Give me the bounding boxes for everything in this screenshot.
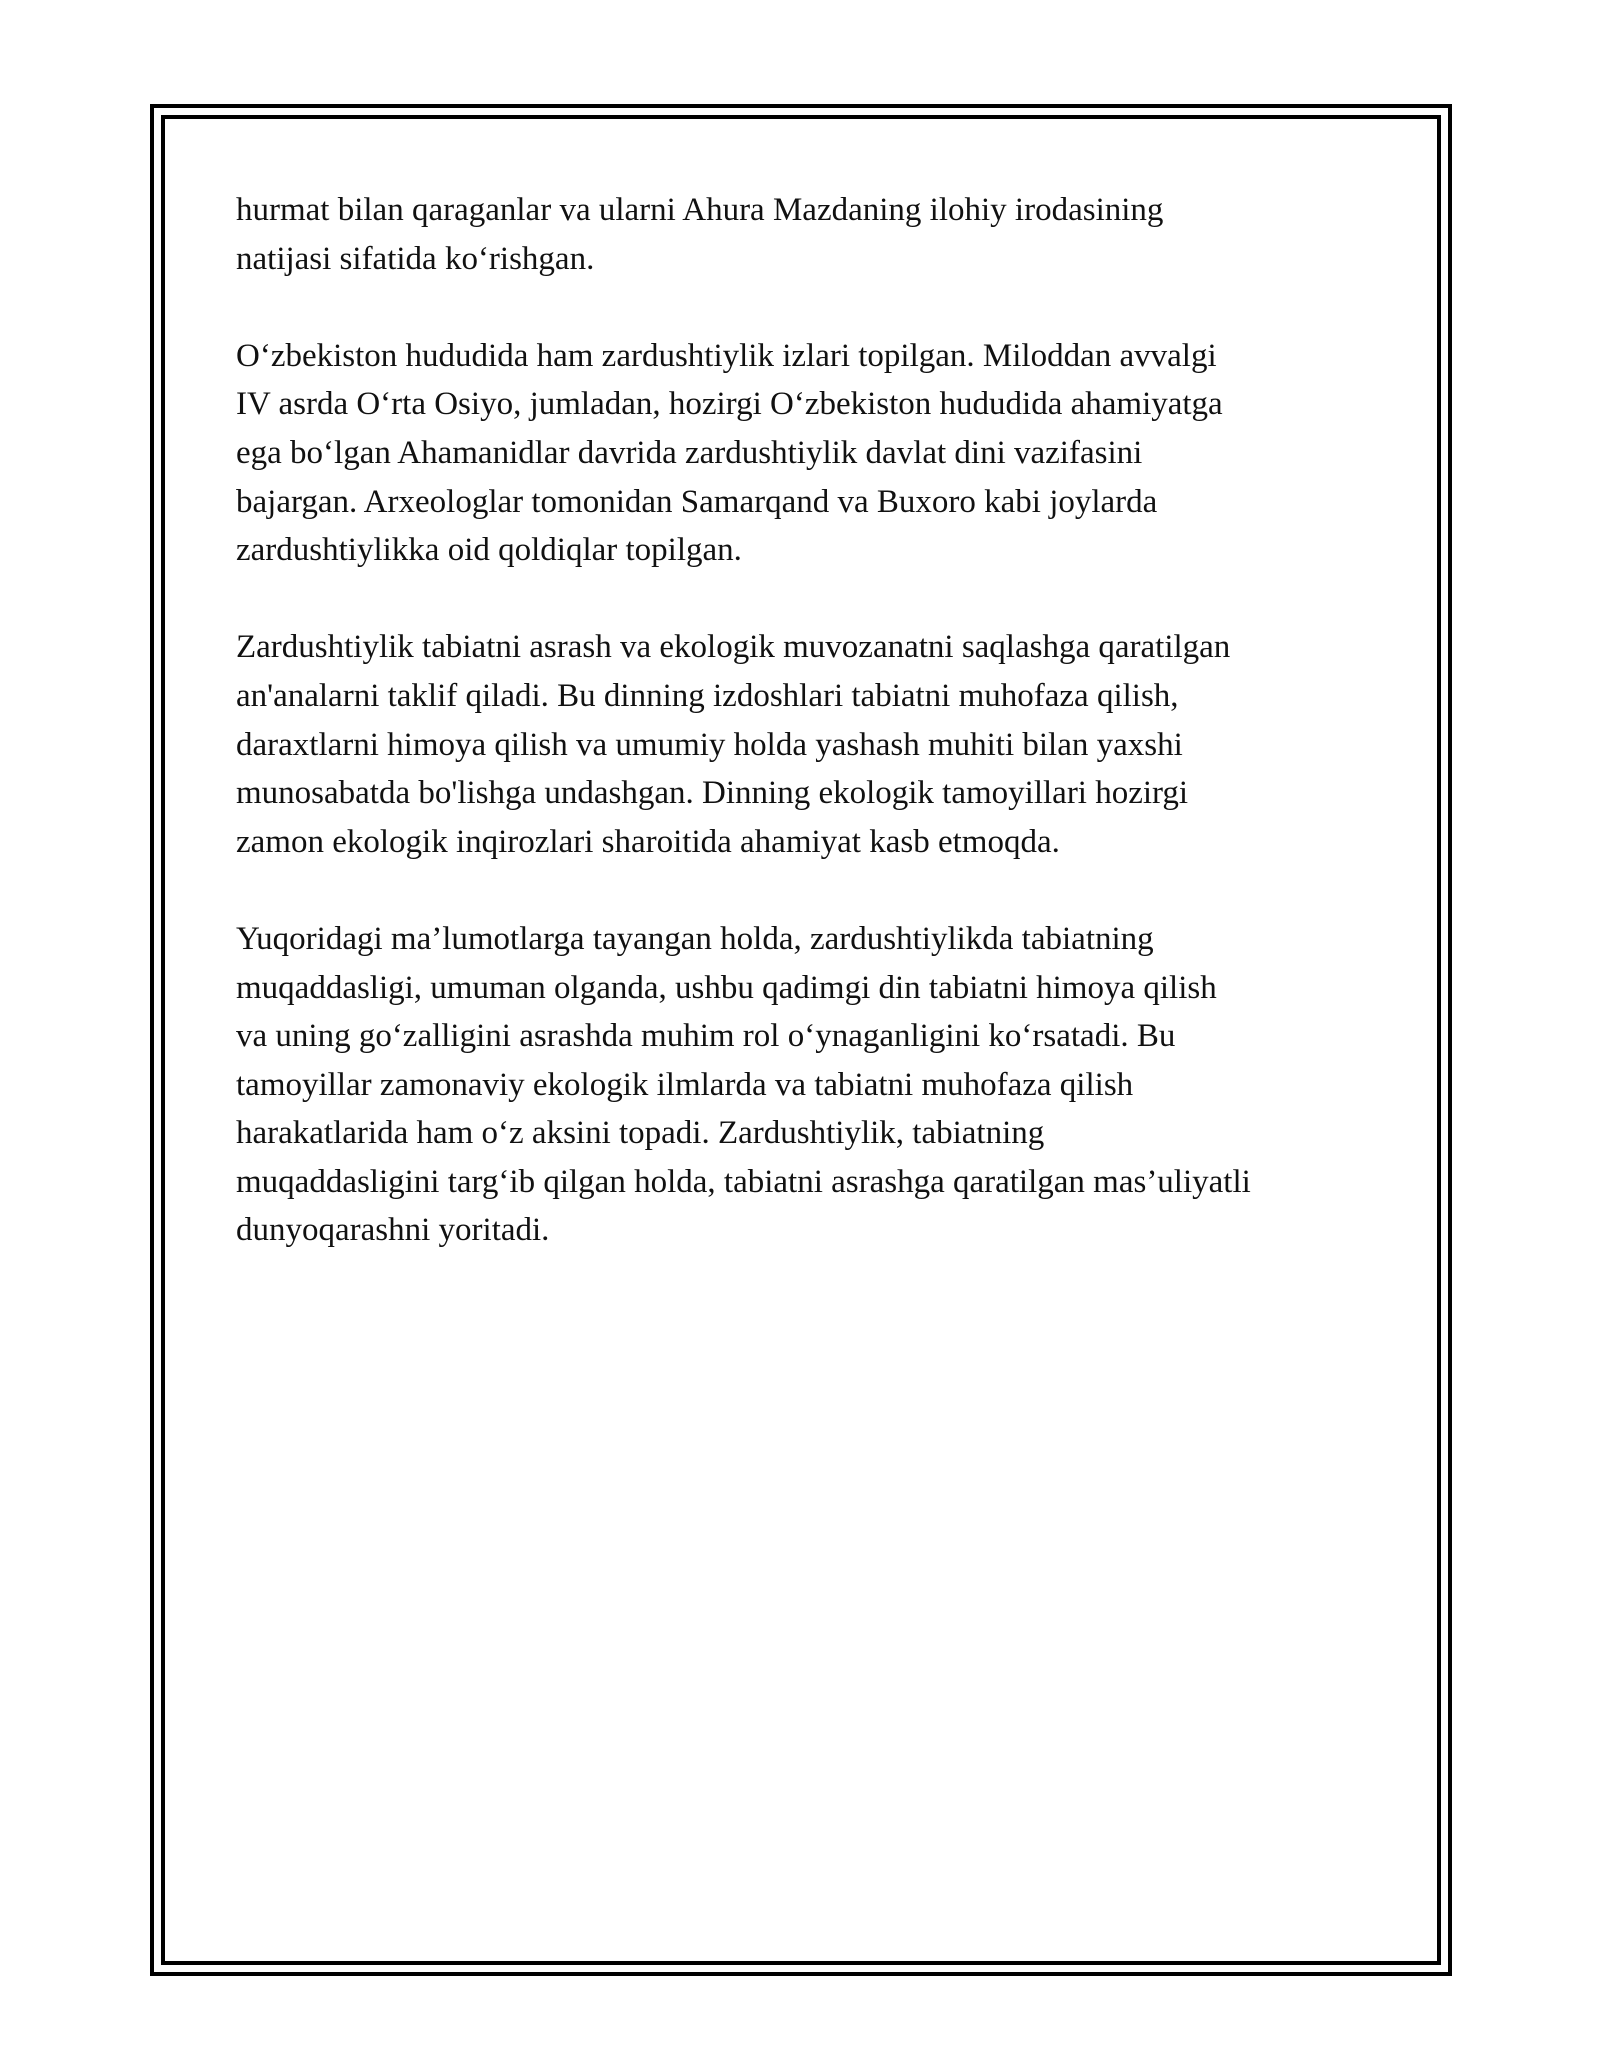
paragraph-3 xyxy=(236,623,1396,866)
text-line: Yuqoridagi ma’lumotlarga tayangan holda, zardushtiylikda tabiatning xyxy=(236,920,1154,957)
text-line: zardushtiylikka oid qoldiqlar topilgan. xyxy=(236,532,742,569)
paragraph-4 xyxy=(236,915,1396,1255)
text-line: munosabatda bo'lishga undashgan. Dinning ekologik tamoyillari hozirgi xyxy=(236,775,1189,812)
text-line: tamoyillar zamonaviy ekologik ilmlarda va tabiatni muhofaza qilish xyxy=(236,1066,1134,1103)
paragraph-2 xyxy=(236,332,1396,575)
text-line: bajargan. Arxeologlar tomonidan Samarqand va Buxoro kabi joylarda xyxy=(236,483,1158,520)
text-line: natijasi sifatida ko‘rishgan. xyxy=(236,240,595,277)
text-line: va uning go‘zalligini asrashda muhim rol o‘ynaganligini ko‘rsatadi. Bu xyxy=(236,1018,1176,1055)
text-line: Zardushtiylik tabiatni asrash va ekologik muvozanatni saqlashga qaratilgan xyxy=(236,629,1231,666)
document-body xyxy=(236,186,1396,1304)
text-line: daraxtlarni himoya qilish va umumiy holda yashash muhiti bilan yaxshi xyxy=(236,726,1183,763)
text-line: O‘zbekiston hududida ham zardushtiylik izlari topilgan. Miloddan avvalgi xyxy=(236,337,1217,374)
paragraph-1 xyxy=(236,186,1396,283)
text-line: ega bo‘lgan Ahamanidlar davrida zardushtiylik davlat dini vazifasini xyxy=(236,434,1143,471)
text-line: muqaddasligi, umuman olganda, ushbu qadimgi din tabiatni himoya qilish xyxy=(236,969,1217,1006)
text-line: muqaddasligini targ‘ib qilgan holda, tabiatni asrashga qaratilgan mas’uliyatli xyxy=(236,1163,1251,1200)
text-line: IV asrda O‘rta Osiyo, jumladan, hozirgi O‘zbekiston hududida ahamiyatga xyxy=(236,386,1223,423)
text-line: harakatlarida ham o‘z aksini topadi. Zardushtiylik, tabiatning xyxy=(236,1115,1045,1152)
text-line: zamon ekologik inqirozlari sharoitida ahamiyat kasb etmoqda. xyxy=(236,823,1060,860)
text-line: dunyoqarashni yoritadi. xyxy=(236,1212,550,1249)
text-line: an'analarni taklif qiladi. Bu dinning izdoshlari tabiatni muhofaza qilish, xyxy=(236,677,1179,714)
text-line: hurmat bilan qaraganlar va ularni Ahura Mazdaning ilohiy irodasining xyxy=(236,192,1164,228)
